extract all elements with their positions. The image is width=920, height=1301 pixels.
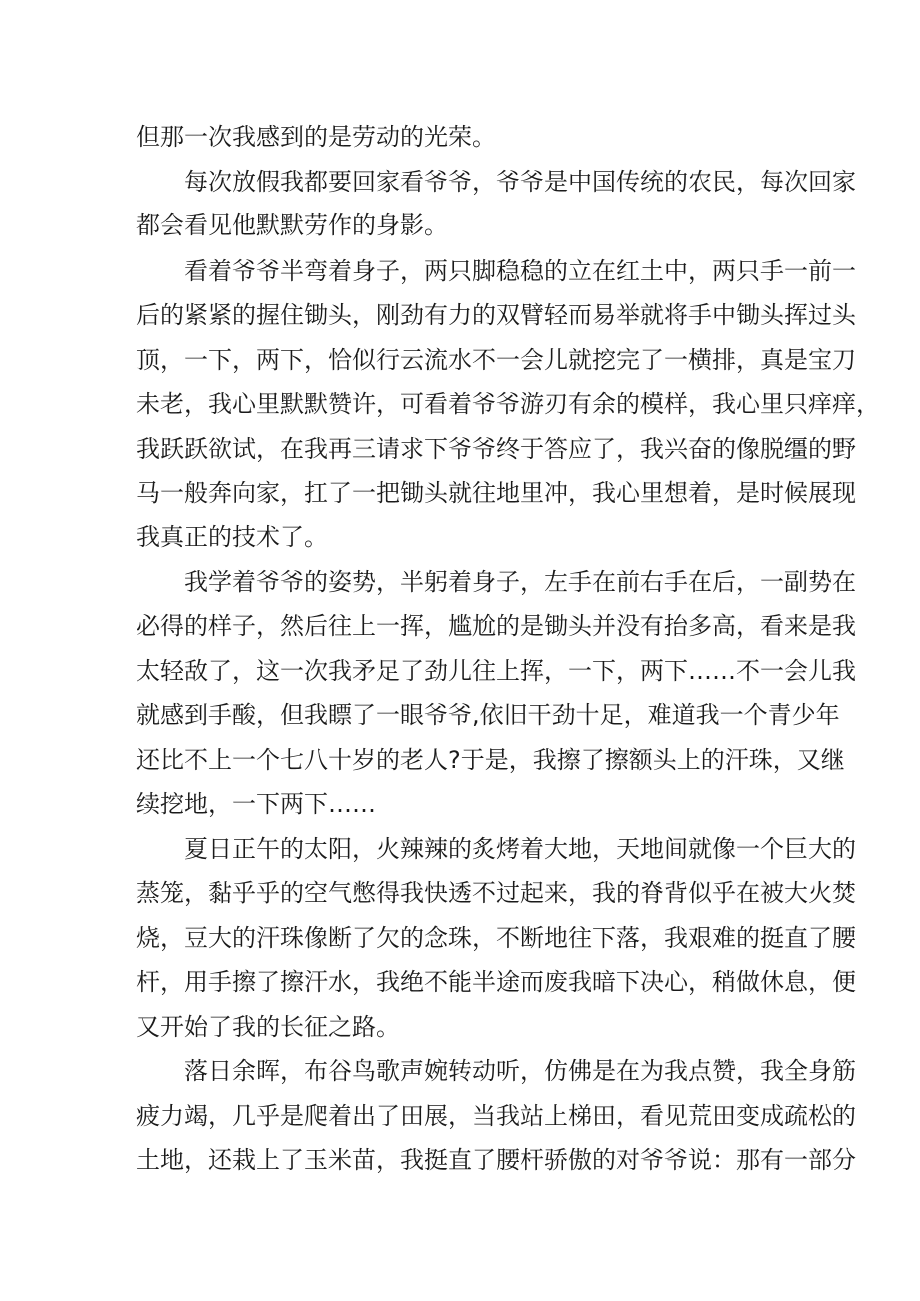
text-line: 疲力竭，几乎是爬着出了田展，当我站上梯田，看见荒田变成疏松的: [136, 1102, 856, 1130]
text-line: 但那一次我感到的是劳动的光荣。: [136, 123, 496, 151]
text-line: 续挖地，一下两下……: [136, 790, 376, 818]
text-line: 又开始了我的长征之路。: [136, 1013, 400, 1041]
text-line: 土地，还栽上了玉米苗，我挺直了腰杆骄傲的对爷爷说：那有一部分: [136, 1146, 856, 1174]
text-line: 杆，用手擦了擦汗水，我绝不能半途而废我暗下决心，稍做休息，便: [136, 968, 856, 996]
paragraph-first-line: 看着爷爷半弯着身子，两只脚稳稳的立在红土中，两只手一前一: [184, 257, 856, 285]
text-line: 烧，豆大的汗珠像断了欠的念珠，不断地往下落，我艰难的挺直了腰: [136, 924, 856, 952]
text-line: 马一般奔向家，扛了一把锄头就往地里冲，我心里想着，是时候展现: [136, 479, 856, 507]
paragraph-first-line: 落日余晖，布谷鸟歌声婉转动听，仿佛是在为我点赞，我全身筋: [184, 1057, 856, 1085]
text-line: 未老，我心里默默赞许，可看着爷爷游刃有余的模样，我心里只痒痒，: [136, 390, 880, 418]
paragraph-first-line: 夏日正午的太阳，火辣辣的炙烤着大地，天地间就像一个巨大的: [184, 835, 856, 863]
text-line: 我跃跃欲试，在我再三请求下爷爷终于答应了，我兴奋的像脱缰的野: [136, 435, 856, 463]
text-line: 就感到手酸，但我瞟了一眼爷爷,依旧干劲十足，难道我一个青少年: [136, 701, 840, 729]
paragraph-first-line: 每次放假我都要回家看爷爷，爷爷是中国传统的农民，每次回家: [184, 168, 856, 196]
paragraph-first-line: 我学着爷爷的姿势，半躬着身子，左手在前右手在后，一副势在: [184, 568, 856, 596]
text-line: 后的紧紧的握住锄头，刚劲有力的双臂轻而易举就将手中锄头挥过头: [136, 301, 856, 329]
text-line: 顶，一下，两下，恰似行云流水不一会儿就挖完了一横排，真是宝刀: [136, 346, 856, 374]
text-line: 都会看见他默默劳作的身影。: [136, 211, 448, 239]
text-line: 蒸笼，黏乎乎的空气憋得我快透不过起来，我的脊背似乎在被大火焚: [136, 879, 856, 907]
text-line: 必得的样子，然后往上一挥，尴尬的是锄头并没有抬多高，看来是我: [136, 612, 856, 640]
text-line: 太轻敌了，这一次我矛足了劲儿往上挥，一下，两下……不一会儿我: [136, 657, 856, 685]
text-line: 我真正的技术了。: [136, 523, 328, 551]
text-line: 还比不上一个七八十岁的老人?于是，我擦了擦额头上的汗珠，又继: [136, 746, 845, 774]
